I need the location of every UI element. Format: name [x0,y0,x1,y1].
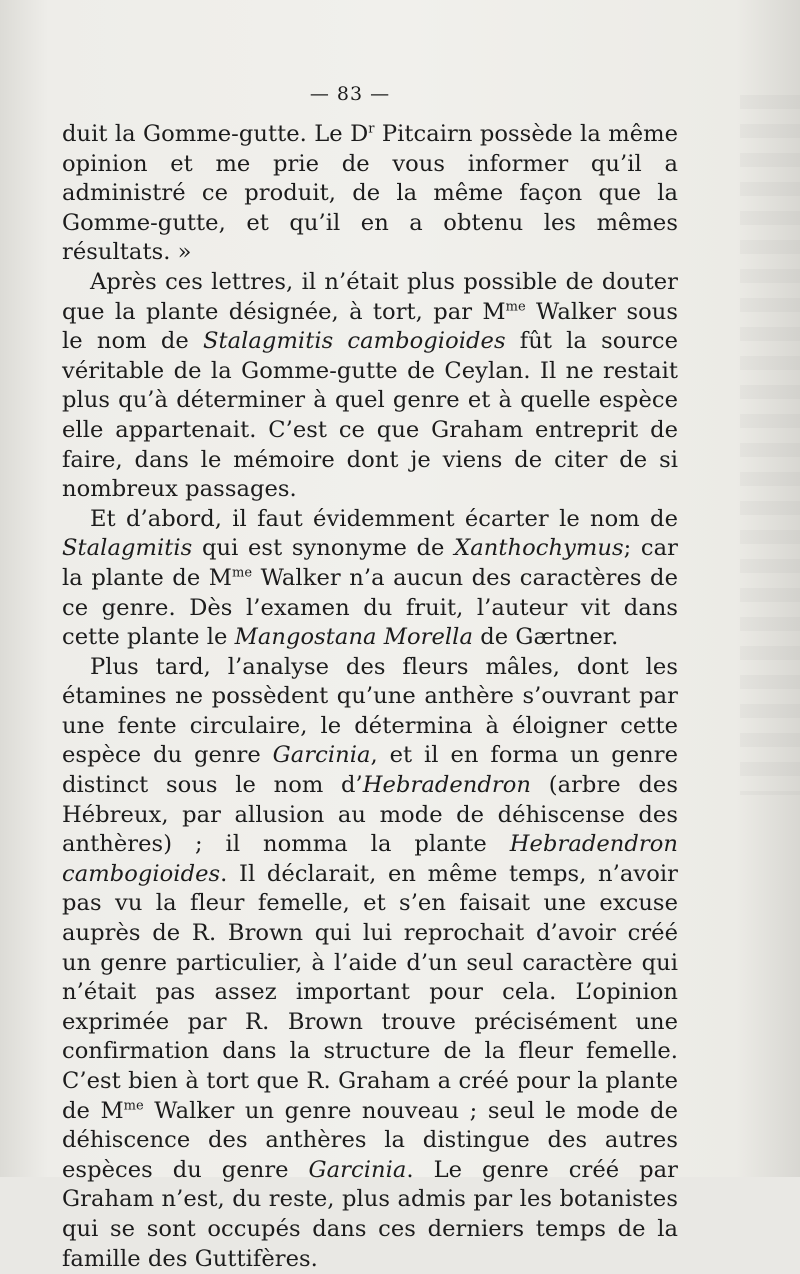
text-run: Walker sous le nom de [62,298,678,355]
text-run: . Le genre créé par Graham n’est, du reste, plus admis par les botanistes qui se sont occupés dans ces derniers temps de la famille des Guttifères. [62,1156,678,1272]
superscript: me [505,299,526,315]
text-run: Walker un genre nouveau ; seul le mode de déhiscence des anthères la distingue des autres espèces du genre [62,1097,678,1183]
italic-term: Xanthochymus [454,535,624,562]
text-run: duit la Gomme-gutte. Le D [62,121,369,147]
text-run: Après ces lettres, il n’était plus possible de douter que la plante désignée, à tort, par M [62,268,678,325]
text-run: , et il en forma un genre distinct sous le nom d’ [62,742,678,799]
paragraph [62,505,678,653]
show-through-texture [740,95,800,795]
italic-term: Stalagmitis [62,535,193,562]
italic-term: Garcinia [308,1156,407,1183]
text-run: Walker n’a aucun des caractères de ce genre. Dès l’examen du fruit, l’auteur vit dans cette plante le [62,564,678,651]
text-run: Plus tard, l’analyse des fleurs mâles, dont les étamines ne possèdent qu’une anthère s’ouvrant par une fente circulaire, le détermina à éloigner cette espèce du genre [62,653,678,769]
text-run: (arbre des Hébreux, par allusion au mode de déhiscense des anthères) ; il nomma la plante [62,772,678,858]
superscript: me [231,565,253,581]
page-number: — 83 — [309,83,391,105]
paragraph [62,653,678,1274]
text-run: . Il déclarait, en même temps, n’avoir pas vu la fleur femelle, et s’en faisait une excuse auprès de R. Brown qui lui reprochait d’avoir créé un genre particulier, à l’aide d’un seul caractère qui n’était pas assez important pour cela. L’opinion exprimée par R. Brown trouve précisément une confirmation dans la structure de la fleur femelle. C’est bien à tort que R. Graham a créé pour la plante de M [62,860,678,1124]
text-run: Et d’abord, il faut évidemment écarter le nom de [90,505,678,532]
text-run: fût la source véritable de la Gomme-gutte de Ceylan. Il ne restait plus qu’à déterminer à quel genre et à quelle espèce elle appartenait. C’est ce que Graham entreprit de faire, dans le mémoire dont je viens de citer de si nombreux passages. [62,328,679,503]
text-run: Pitcairn possède la même opinion et me prie de vous informer qu’il a administré ce produit, de la même façon que la Gomme-gutte, et qu’il en a obtenu les mêmes résultats. » [62,121,679,266]
italic-term: Hebradendron cambogioides [62,831,678,887]
text-run: qui est synonyme de [192,535,455,562]
text-run: ; car la plante de M [62,535,679,591]
text-run: de Gærtner. [472,624,619,651]
italic-term: Garcinia [272,742,371,769]
page-body-text [62,120,678,1274]
paragraph [62,268,678,505]
italic-term: Mangostana Morella [234,624,473,651]
italic-term: Hebradendron [362,772,531,799]
superscript: r [368,121,375,137]
paragraph [62,120,678,268]
italic-term: Stalagmitis cambogioides [202,328,506,355]
superscript: me [123,1098,144,1114]
